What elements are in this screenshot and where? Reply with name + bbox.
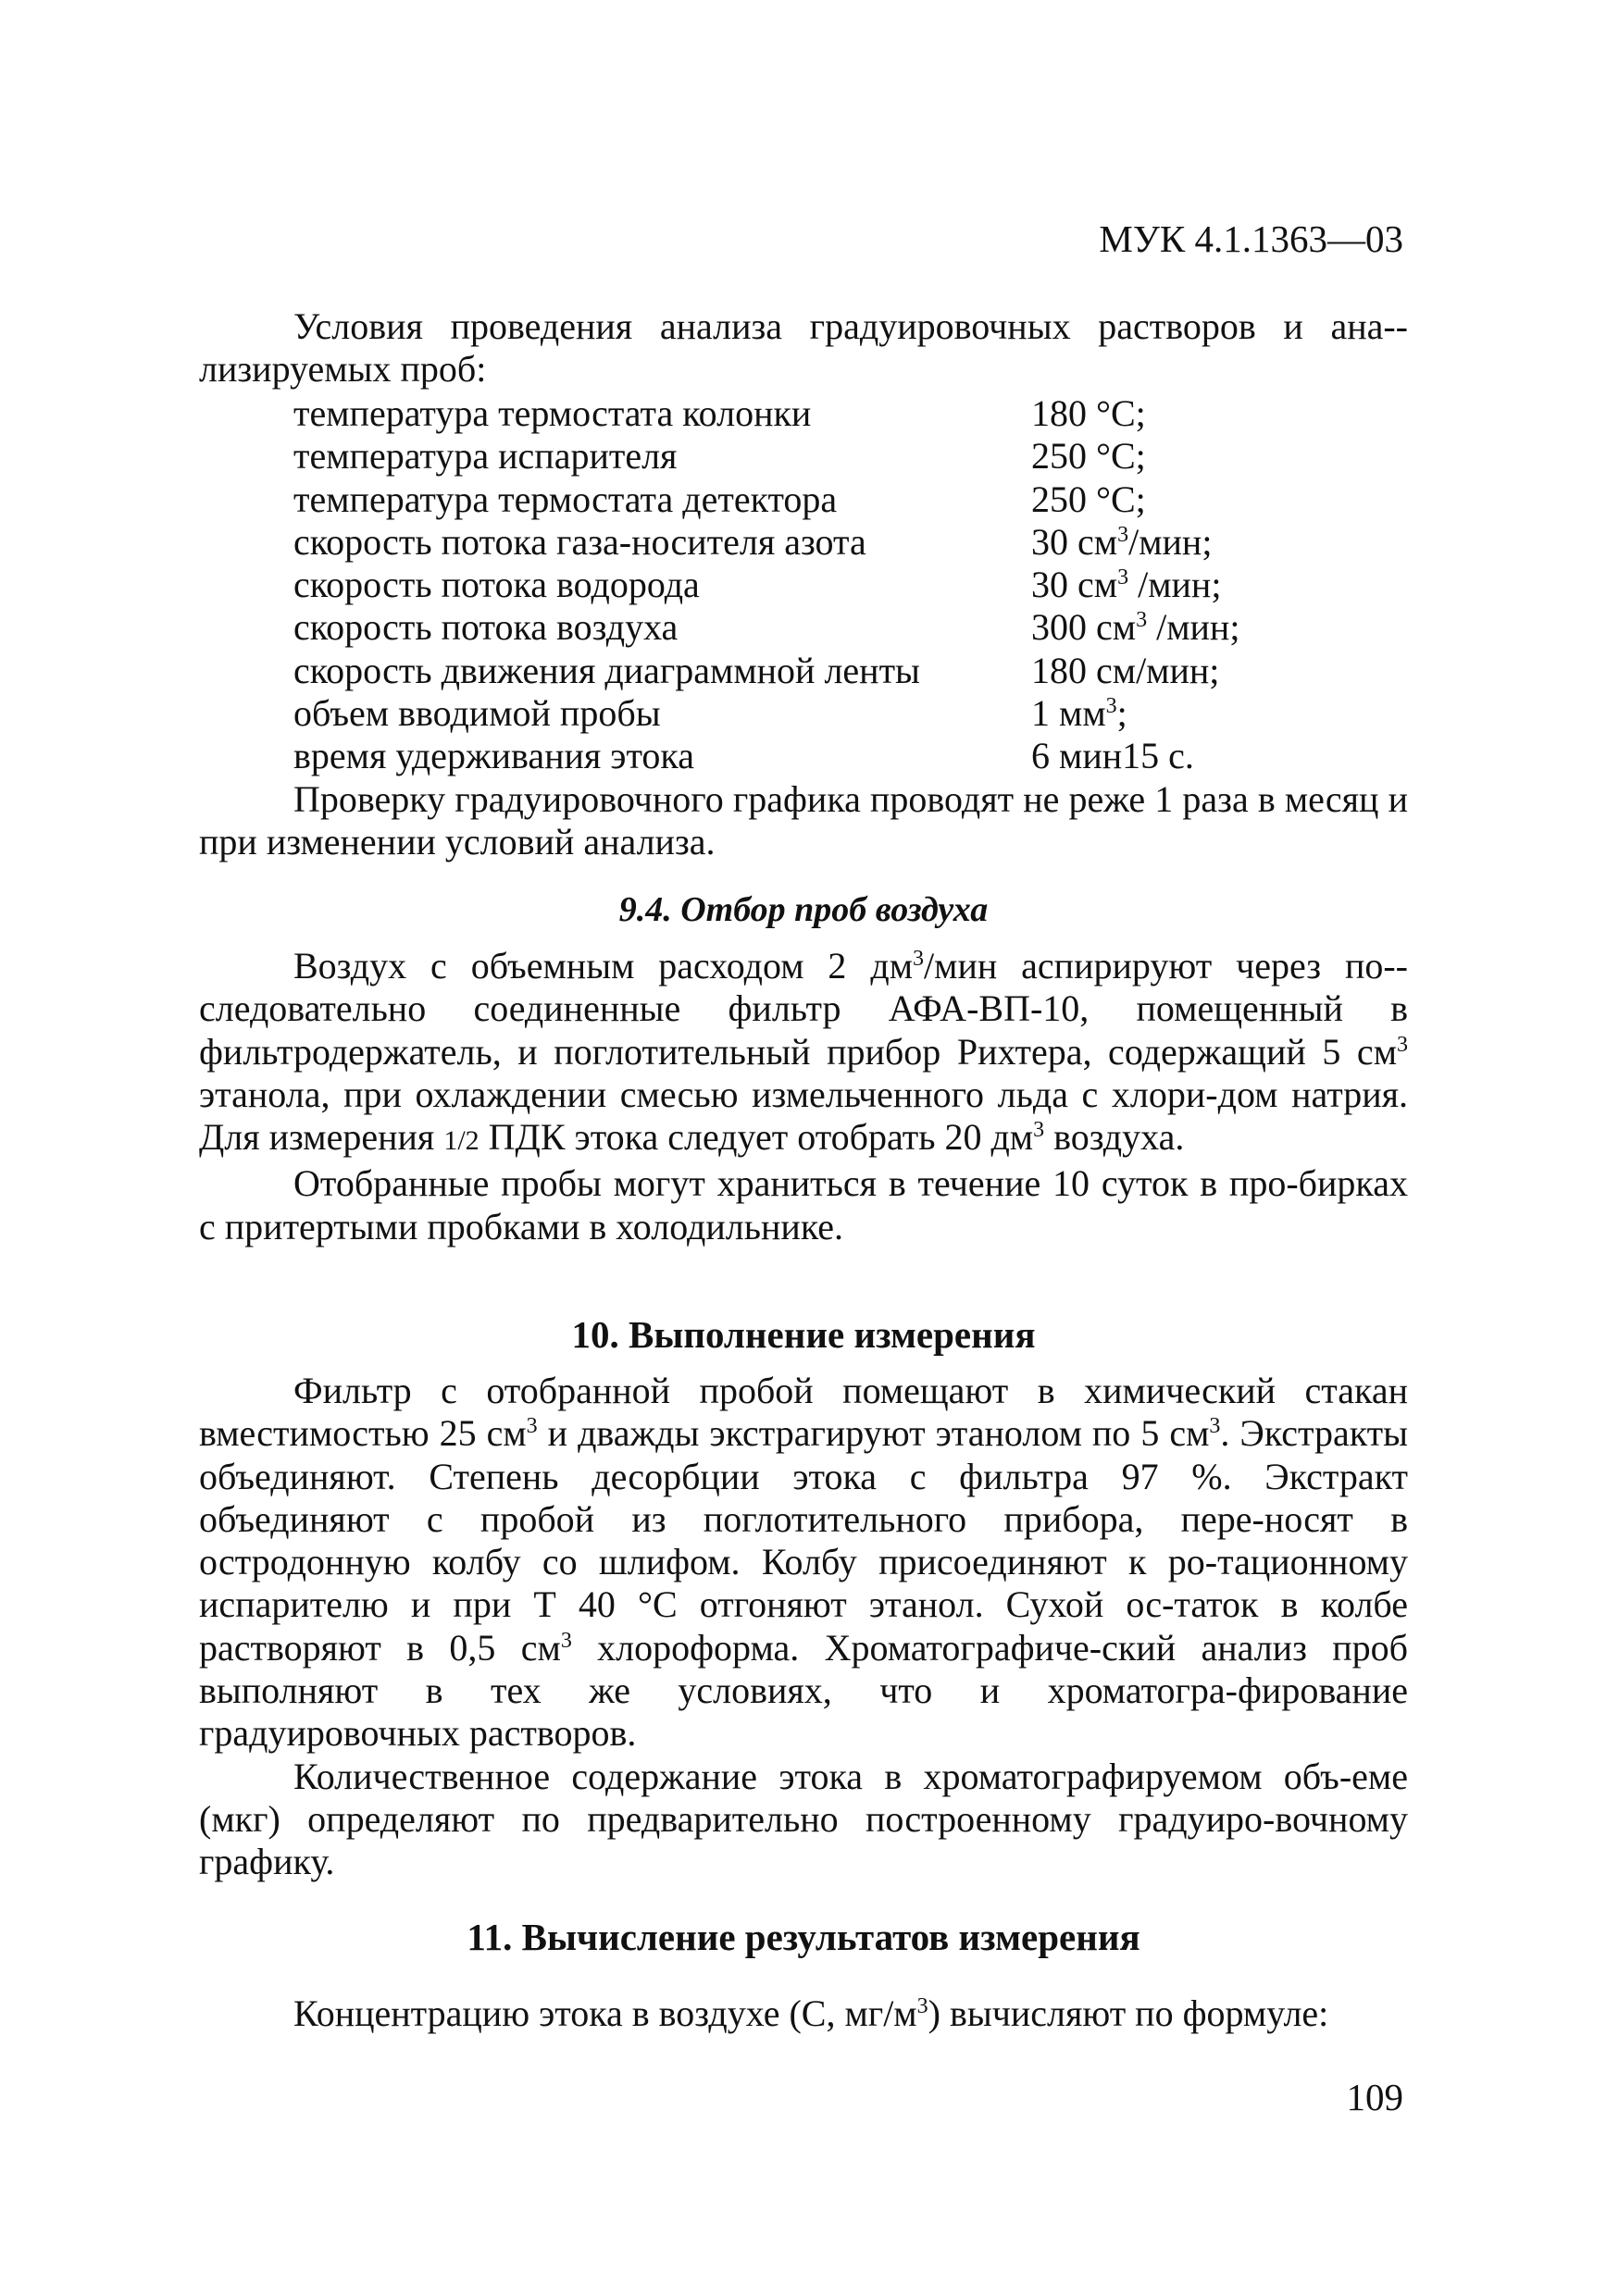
section-11-title: 11. Вычисление результатов измерения bbox=[467, 1916, 1140, 1958]
condition-value: 180 см/мин; bbox=[1031, 649, 1220, 691]
sample-storage-paragraph: Отобранные пробы могут храниться в течение 10 суток в про-бирках с притертыми пробками в холодильнике. bbox=[199, 1162, 1408, 1247]
condition-param: объем вводимой пробы bbox=[293, 692, 661, 735]
condition-row bbox=[293, 564, 1408, 606]
condition-row bbox=[293, 435, 1408, 478]
analysis-conditions-table bbox=[293, 392, 1408, 778]
intro-paragraph: Условия проведения анализа градуировочных растворов и ана-лизируемых проб: bbox=[199, 305, 1408, 391]
quantity-paragraph: Количественное содержание этока в хроматографируемом объ-еме (мкг) определяют по предварительно построенному градуиро-вочному графику. bbox=[199, 1755, 1408, 1883]
calibration-check-paragraph: Проверку градуировочного графика проводят не реже 1 раза в месяц и при изменении условий анализа. bbox=[199, 778, 1408, 863]
condition-row bbox=[293, 521, 1408, 564]
condition-value: 6 мин15 с. bbox=[1031, 735, 1194, 777]
section-9-4-body bbox=[199, 945, 1408, 1248]
fraction-one-half: 1/2 bbox=[443, 1125, 479, 1157]
document-code: МУК 4.1.1363—03 bbox=[1099, 217, 1403, 260]
air-sampling-paragraph: Воздух с объемным расходом 2 $дм^3$/мин аспирируют через по-следовательно соединенные фильтр АФА-ВП-10, помещенный в фильтродержатель, и поглотительный прибор Рихтера, содержащий 5 $см^3$ этанола, при охлаждении смесью измельченного льда с хлори-дом натрия. Для измерения 1/2 ПДК этока следует отобрать 20 $дм^3$ воздуха. bbox=[199, 945, 1408, 1159]
formula-intro: Концентрацию этока в воздухе (С, $мг/м^3$) вычисляют по формуле: bbox=[293, 1992, 1329, 2034]
condition-param: скорость движения диаграммной ленты bbox=[293, 649, 920, 691]
section-9-4-title: 9.4. Отбор проб воздуха bbox=[618, 890, 989, 929]
condition-row bbox=[293, 650, 1408, 692]
condition-param: скорость потока воздуха bbox=[293, 606, 679, 649]
condition-row bbox=[293, 735, 1408, 777]
condition-value: 1 $мм^3$; bbox=[1031, 692, 1127, 735]
condition-param: скорость потока газа-носителя азота bbox=[293, 520, 866, 563]
condition-row bbox=[293, 478, 1408, 521]
section-10-body bbox=[199, 1370, 1408, 1884]
measurement-paragraph: Фильтр с отобранной пробой помещают в химический стакан вместимостью 25 $см^3$ и дважды экстрагируют этанолом по 5 $см^3$. Экстракты объединяют. Степень десорбции этока с фильтра 97 %. Экстракт объединяют с пробой из поглотительного прибора, пере-носят в остродонную колбу со шлифом. Колбу присоединяют к ро-тационному испарителю и при Т 40 °С отгоняют этанол. Сухой ос-таток в колбе растворяют в 0,5 $см^3$ хлороформа. Хроматографиче-ский анализ проб выполняют в тех же условиях, что и хроматогра-фирование градуировочных растворов. bbox=[199, 1370, 1408, 1755]
condition-value: 300 $см^3$ /мин; bbox=[1031, 606, 1240, 649]
section-10-title: 10. Выполнение измерения bbox=[571, 1313, 1036, 1356]
condition-value: 180 °С; bbox=[1031, 392, 1146, 434]
condition-param: скорость потока водорода bbox=[293, 564, 700, 606]
condition-row bbox=[293, 606, 1408, 649]
calibration-check-block bbox=[199, 778, 1408, 864]
condition-param: температура термостата колонки bbox=[293, 392, 812, 434]
condition-value: 30 $см^3$/мин; bbox=[1031, 520, 1213, 563]
condition-param: время удерживания этока bbox=[293, 735, 695, 777]
condition-param: температура термостата детектора bbox=[293, 478, 838, 520]
page-number: 109 bbox=[1346, 2076, 1403, 2118]
condition-row bbox=[293, 392, 1408, 435]
condition-value: 30 $см^3$ /мин; bbox=[1031, 564, 1222, 606]
condition-row bbox=[293, 692, 1408, 735]
condition-param: температура испарителя bbox=[293, 435, 678, 478]
condition-value: 250 °С; bbox=[1031, 478, 1146, 520]
condition-value: 250 °С; bbox=[1031, 435, 1146, 478]
intro-block bbox=[199, 305, 1408, 391]
